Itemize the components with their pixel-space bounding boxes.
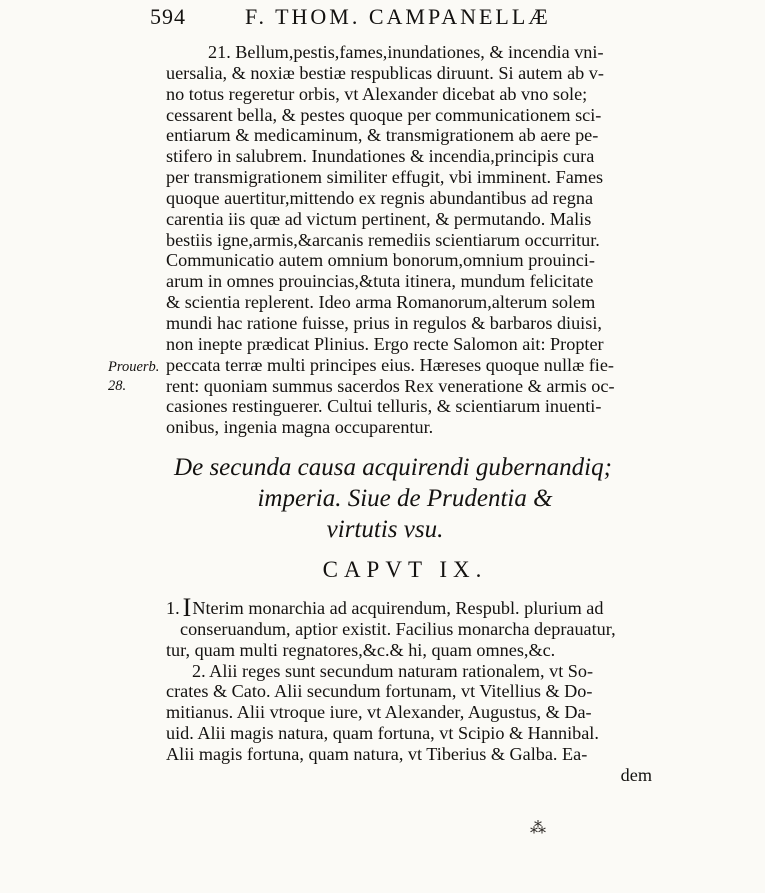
text-line: bestiis igne,armis,&arcanis remediis scientiarum occurritur.	[166, 229, 600, 250]
text-line: mitianus. Alii vtroque iure, vt Alexander, Augustus, & Da-	[166, 702, 592, 723]
text-line: carentia iis quæ ad victum pertinent, & permutando. Malis	[166, 208, 592, 229]
text-line: uersalia, & noxiæ bestiæ respublicas diruunt. Si autem ab v-	[166, 62, 604, 83]
text-line: stifero in salubrem. Inundationes & incendia,principis cura	[166, 146, 595, 167]
text-line: arum in omnes prouincias,&tuta itinera, mundum felicitate	[166, 271, 594, 292]
text-line: onibus, ingenia magna occuparentur.	[166, 417, 434, 438]
initial-letter: I	[182, 593, 192, 622]
text-line: Communicatio autem omnium bonorum,omnium prouinci-	[166, 250, 595, 271]
text-line: 1. I Nterim monarchia ad acquirendum, Respubl. plurium ad	[166, 593, 604, 622]
text-line: crates & Cato. Alii secundum fortunam, vt Vitellius & Do-	[166, 681, 593, 702]
text-line: & scientia replerent. Ideo arma Romanorum,alterum solem	[166, 292, 596, 313]
text-line: uid. Alii magis natura, quam fortuna, vt Scipio & Hannibal.	[166, 723, 599, 744]
text-line: mundi hac ratione fuisse, prius in regulos & barbaros diuisi,	[166, 312, 602, 333]
page-number: 594	[150, 4, 186, 29]
text-line: 2. Alii reges sunt secundum naturam rationalem, vt So-	[192, 660, 594, 681]
text-line: no totus regeretur orbis, vt Alexander dicebat ab vno sole;	[166, 83, 588, 104]
margin-note-chapter: 28.	[108, 378, 127, 394]
paragraph-number: 1.	[166, 598, 180, 618]
text-line: per transmigrationem similiter effugit, vbi imminent. Fames	[166, 167, 604, 188]
section-heading-line: De secunda causa acquirendi gubernandiq;	[174, 454, 612, 481]
margin-note-book: Prouerb.	[108, 359, 160, 375]
section-heading-line: imperia. Siue de Prudentia &	[257, 485, 553, 512]
catchword: dem	[620, 764, 652, 785]
text-line: Alii magis fortuna, quam natura, vt Tiberius & Galba. Ea-	[166, 743, 588, 764]
section-heading-line: virtutis vsu.	[326, 516, 444, 543]
text-line: quoque auertitur,mittendo ex regnis abundantibus ad regna	[166, 187, 594, 208]
text-line: entiarum & medicaminum, & transmigrationem ab aere pe-	[166, 125, 599, 146]
page-header	[150, 4, 670, 34]
ink-speck: ⁂	[530, 820, 546, 837]
paragraph-21	[166, 42, 652, 438]
chapter-9-text	[166, 593, 652, 786]
text-line: tur, quam multi regnatores,&c.& hi, quam omnes,&c.	[166, 639, 556, 660]
text-line: conseruandum, aptior existit. Facilius monarcha deprauatur,	[180, 618, 616, 639]
text-line: peccata terræ multi principes eius. Hæreses quoque nullæ fie-	[166, 354, 614, 375]
text-line: 21. Bellum,pestis,fames,inundationes, & incendia vni-	[208, 42, 604, 62]
text-line: rent: quoniam summus sacerdos Rex veneratione & armis oc-	[166, 375, 615, 396]
running-head: F. THOM. CAMPANELLÆ	[245, 4, 551, 29]
chapter-title: CAPVT IX.	[322, 557, 488, 582]
text-line: casiones restinguerer. Cultui telluris, & scientiarum inuenti-	[166, 396, 602, 417]
text-line: cessarent bella, & pestes quoque per communicationem sci-	[166, 104, 602, 125]
text-line: non inepte prædicat Plinius. Ergo recte Salomon ait: Propter	[166, 333, 604, 354]
